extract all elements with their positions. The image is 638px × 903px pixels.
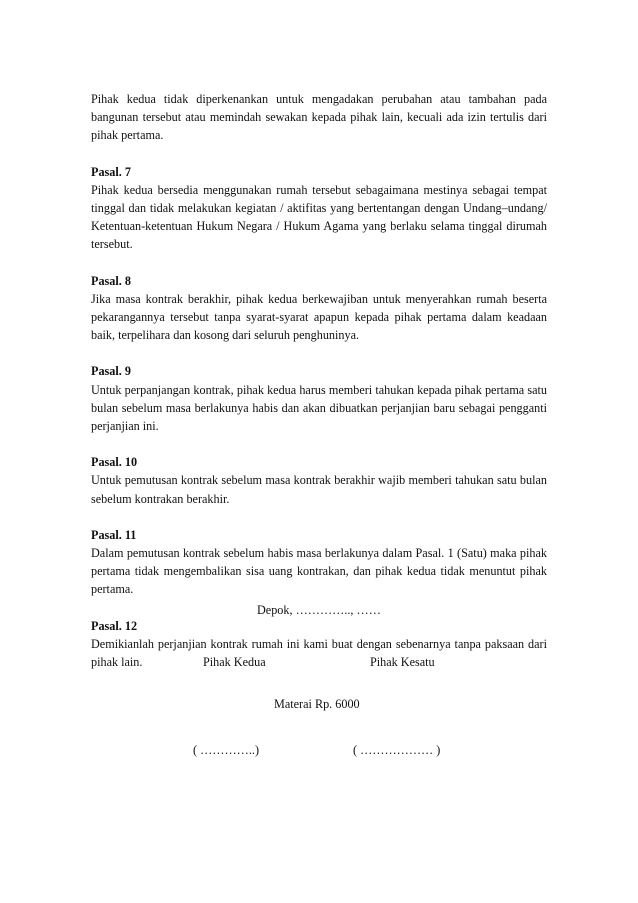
section-text: Jika masa kontrak berakhir, pihak kedua berkewajiban untuk menyerahkan rumah beserta pekarangannya tersebut tanpa syarat-syarat apapun kepada pihak pertama dalam keadaan baik, terpelihara dan kosong dari seluruh penghuninya. [91,291,547,343]
section-title: Pasal. 10 [91,455,138,470]
section-text: Pihak kedua bersedia menggunakan rumah tersebut sebagaimana mestinya sebagai tempat tinggal dan tidak melakukan kegiatan / aktifitas yang bertentangan dengan Undang–undang/ Ketentuan-ketentuan Hukum Negara / Hukum Agama yang berlaku selama tinggal dirumah tersebut. [91,182,547,252]
section-text: Demikianlah perjanjian kontrak rumah ini kami buat dengan sebenarnya tanpa paksaan dari pihak lain. [91,636,547,670]
signature-line-left: ( …………..) [193,743,260,757]
section-text: Untuk pemutusan kontrak sebelum masa kontrak berakhir wajib memberi tahukan satu bulan sebelum kontrakan berakhir. [91,473,547,506]
place-date: Depok, ………….., …… [257,603,381,617]
signature-line-right: ( ……………… ) [353,743,441,757]
section-title: Pasal. 11 [91,527,137,542]
section-pasal-11 [91,526,547,599]
section-title: Pasal. 8 [91,273,131,288]
document-body [91,90,547,671]
party-left-label: Pihak Kedua [203,655,266,669]
section-pasal-9 [91,362,547,435]
stamp-duty-label: Materai Rp. 6000 [274,697,360,711]
section-pasal-12 [91,617,547,672]
party-right-label: Pihak Kesatu [370,655,435,669]
section-text: Dalam pemutusan kontrak sebelum habis masa berlakunya dalam Pasal. 1 (Satu) maka pihak pertama tidak mengembalikan sisa uang kontrakan, dan pihak kedua tidak menuntut pihak pertama. [91,546,547,597]
section-title: Pasal. 12 [91,618,138,633]
section-pasal-8 [91,272,547,345]
section-text: Untuk perpanjangan kontrak, pihak kedua harus memberi tahukan kepada pihak pertama satu bulan sebelum masa berlakunya habis dan akan dibuatkan perjanjian baru sebagai pengganti perjanjian ini. [91,382,547,434]
section-title: Pasal. 7 [91,164,131,179]
section-title: Pasal. 9 [91,364,131,379]
section-pasal-7 [91,163,547,254]
intro-paragraph: Pihak kedua tidak diperkenankan untuk mengadakan perubahan atau tambahan pada bangunan tersebut atau memindah sewakan kepada pihak lain, kecuali ada izin tertulis dari pihak pertama. [91,92,547,143]
section-pasal-10 [91,453,547,508]
